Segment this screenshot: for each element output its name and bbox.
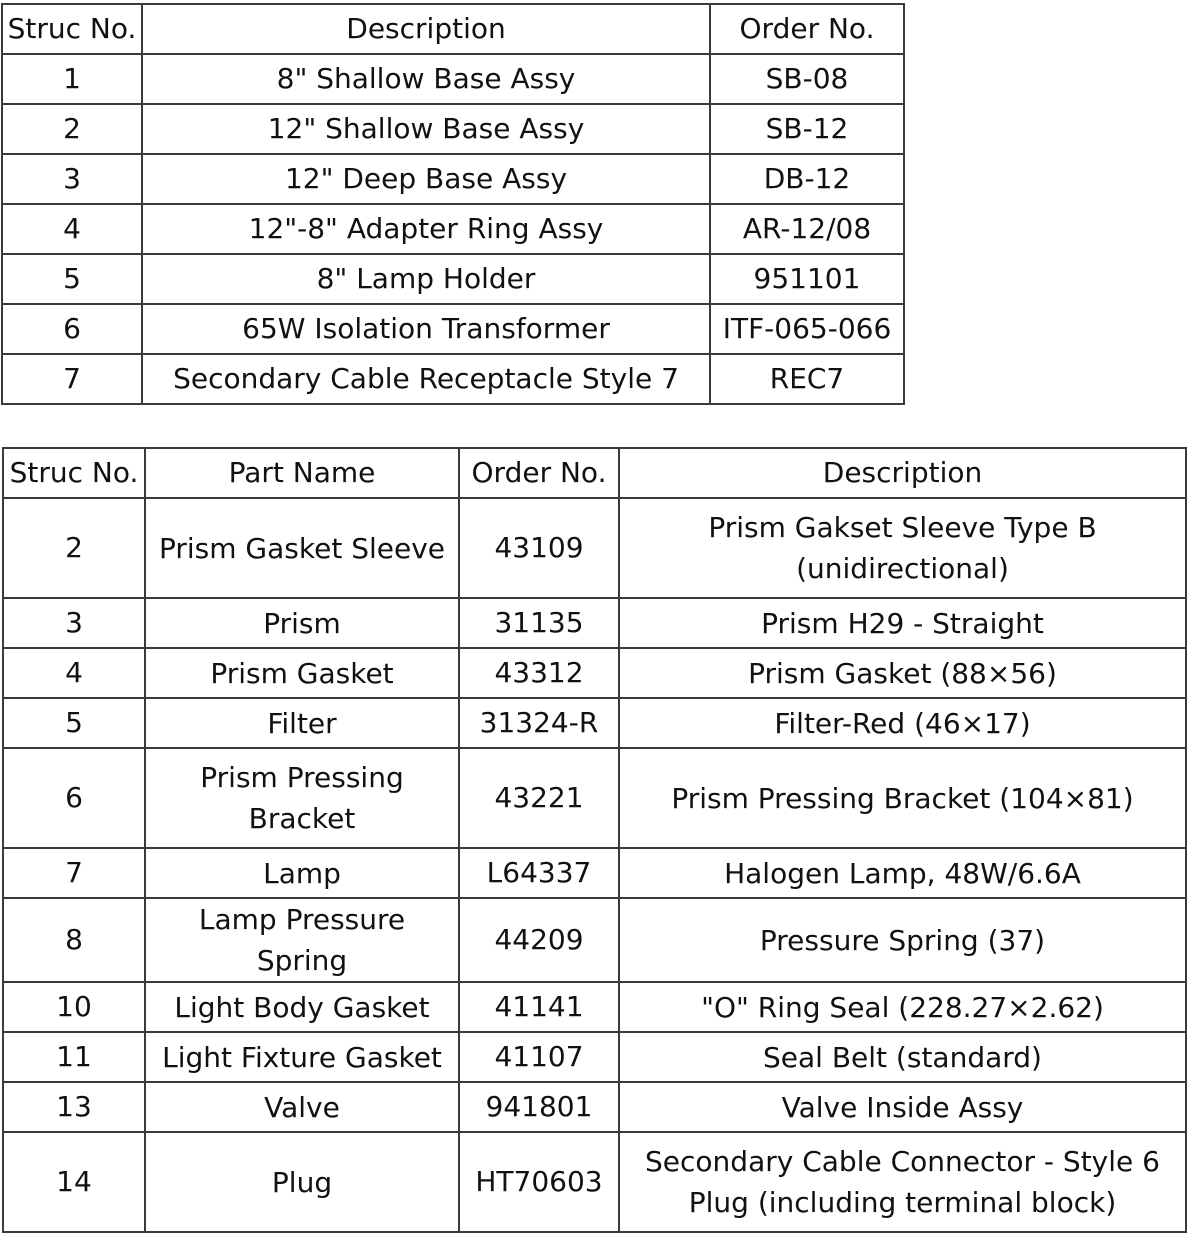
order-no-cell: 44209 bbox=[459, 898, 619, 982]
table-row bbox=[3, 748, 1186, 848]
header-struc-no: Struc No. bbox=[3, 448, 145, 498]
order-no-cell: AR-12/08 bbox=[710, 204, 904, 254]
header-order-no: Order No. bbox=[710, 4, 904, 54]
header-part-name: Part Name bbox=[145, 448, 459, 498]
part-name-cell: Prism Pressing Bracket bbox=[145, 748, 459, 848]
description-cell: Pressure Spring (37) bbox=[619, 898, 1186, 982]
description-cell: 65W Isolation Transformer bbox=[142, 304, 710, 354]
parts-list-table bbox=[2, 447, 1187, 1233]
description-cell: 12" Shallow Base Assy bbox=[142, 104, 710, 154]
order-no-cell: 43221 bbox=[459, 748, 619, 848]
order-no-cell: 43109 bbox=[459, 498, 619, 598]
order-no-cell: SB-08 bbox=[710, 54, 904, 104]
table-row bbox=[3, 1032, 1186, 1082]
table-row bbox=[2, 354, 904, 404]
struc-no-cell: 11 bbox=[3, 1032, 145, 1082]
table-row bbox=[3, 982, 1186, 1032]
struc-no-cell: 3 bbox=[3, 598, 145, 648]
table-row bbox=[3, 898, 1186, 982]
description-cell: Prism Gasket (88×56) bbox=[619, 648, 1186, 698]
description-cell: Secondary Cable Connector - Style 6 Plug (including terminal block) bbox=[619, 1132, 1186, 1232]
order-no-cell: 31135 bbox=[459, 598, 619, 648]
header-description: Description bbox=[619, 448, 1186, 498]
table-row bbox=[3, 1132, 1186, 1232]
struc-no-cell: 4 bbox=[2, 204, 142, 254]
header-description: Description bbox=[142, 4, 710, 54]
part-name-cell: Lamp bbox=[145, 848, 459, 898]
struc-no-cell: 5 bbox=[3, 698, 145, 748]
part-name-cell: Light Body Gasket bbox=[145, 982, 459, 1032]
description-cell: 12"-8" Adapter Ring Assy bbox=[142, 204, 710, 254]
struc-no-cell: 7 bbox=[2, 354, 142, 404]
table-row bbox=[2, 304, 904, 354]
order-no-cell: DB-12 bbox=[710, 154, 904, 204]
struc-no-cell: 13 bbox=[3, 1082, 145, 1132]
part-name-cell: Plug bbox=[145, 1132, 459, 1232]
order-no-cell: 41107 bbox=[459, 1032, 619, 1082]
part-name-cell: Filter bbox=[145, 698, 459, 748]
description-cell: Prism Pressing Bracket (104×81) bbox=[619, 748, 1186, 848]
order-no-cell: L64337 bbox=[459, 848, 619, 898]
description-cell: 12" Deep Base Assy bbox=[142, 154, 710, 204]
table-row bbox=[2, 154, 904, 204]
struc-no-cell: 10 bbox=[3, 982, 145, 1032]
part-name-cell: Light Fixture Gasket bbox=[145, 1032, 459, 1082]
order-no-cell: 941801 bbox=[459, 1082, 619, 1132]
description-cell: 8" Shallow Base Assy bbox=[142, 54, 710, 104]
table-row bbox=[3, 1082, 1186, 1132]
order-no-cell: 41141 bbox=[459, 982, 619, 1032]
table-row bbox=[2, 204, 904, 254]
description-cell: "O" Ring Seal (228.27×2.62) bbox=[619, 982, 1186, 1032]
header-struc-no: Struc No. bbox=[2, 4, 142, 54]
part-name-cell: Prism Gasket Sleeve bbox=[145, 498, 459, 598]
table-row bbox=[3, 848, 1186, 898]
table-row bbox=[3, 498, 1186, 598]
order-no-cell: 43312 bbox=[459, 648, 619, 698]
struc-no-cell: 6 bbox=[2, 304, 142, 354]
part-name-cell: Prism Gasket bbox=[145, 648, 459, 698]
struc-no-cell: 5 bbox=[2, 254, 142, 304]
struc-no-cell: 2 bbox=[2, 104, 142, 154]
struc-no-cell: 4 bbox=[3, 648, 145, 698]
struc-no-cell: 8 bbox=[3, 898, 145, 982]
table-row bbox=[2, 54, 904, 104]
description-cell: Halogen Lamp, 48W/6.6A bbox=[619, 848, 1186, 898]
order-no-cell: REC7 bbox=[710, 354, 904, 404]
description-cell: Prism H29 - Straight bbox=[619, 598, 1186, 648]
order-no-cell: 31324-R bbox=[459, 698, 619, 748]
table-header-row bbox=[3, 448, 1186, 498]
table-header-row bbox=[2, 4, 904, 54]
struc-no-cell: 3 bbox=[2, 154, 142, 204]
order-no-cell: SB-12 bbox=[710, 104, 904, 154]
description-cell: Filter-Red (46×17) bbox=[619, 698, 1186, 748]
part-name-cell: Lamp Pressure Spring bbox=[145, 898, 459, 982]
description-cell: Valve Inside Assy bbox=[619, 1082, 1186, 1132]
order-no-cell: ITF-065-066 bbox=[710, 304, 904, 354]
part-name-cell: Valve bbox=[145, 1082, 459, 1132]
struc-no-cell: 14 bbox=[3, 1132, 145, 1232]
struc-no-cell: 7 bbox=[3, 848, 145, 898]
header-order-no: Order No. bbox=[459, 448, 619, 498]
struc-no-cell: 6 bbox=[3, 748, 145, 848]
part-name-cell: Prism bbox=[145, 598, 459, 648]
table-row bbox=[2, 254, 904, 304]
description-cell: 8" Lamp Holder bbox=[142, 254, 710, 304]
table-row bbox=[2, 104, 904, 154]
description-cell: Prism Gakset Sleeve Type B (unidirectional) bbox=[619, 498, 1186, 598]
order-no-cell: HT70603 bbox=[459, 1132, 619, 1232]
base-assembly-table bbox=[1, 3, 905, 405]
struc-no-cell: 1 bbox=[2, 54, 142, 104]
order-no-cell: 951101 bbox=[710, 254, 904, 304]
description-cell: Secondary Cable Receptacle Style 7 bbox=[142, 354, 710, 404]
table-row bbox=[3, 698, 1186, 748]
table-row bbox=[3, 598, 1186, 648]
struc-no-cell: 2 bbox=[3, 498, 145, 598]
description-cell: Seal Belt (standard) bbox=[619, 1032, 1186, 1082]
table-row bbox=[3, 648, 1186, 698]
